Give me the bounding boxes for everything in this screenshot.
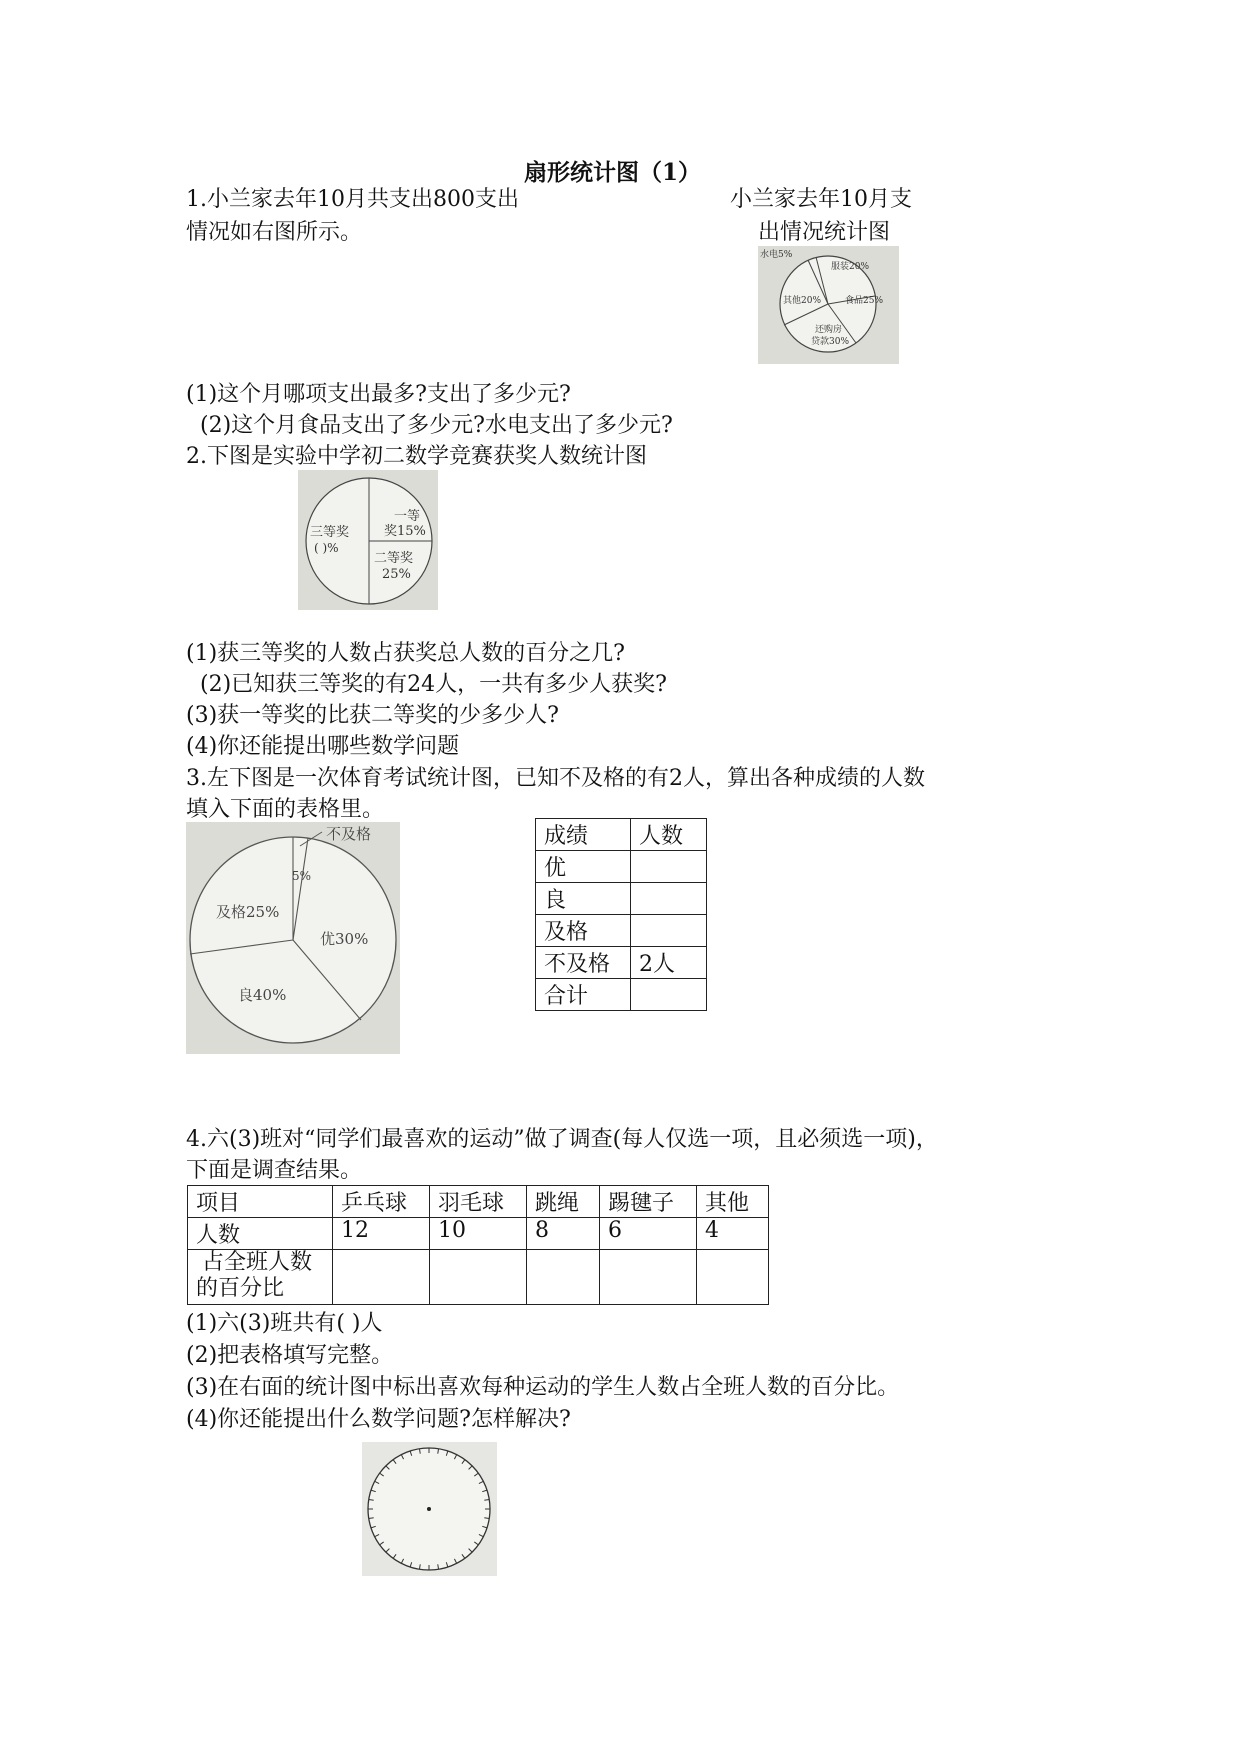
q2-sub1: (1)获三等奖的人数占获奖总人数的百分之几? [186,641,625,666]
q3-label-bujige-pct: 5% [292,869,312,883]
q3-cell-count[interactable] [631,979,707,1011]
q4-sub3: (3)在右面的统计图中标出喜欢每种运动的学生人数占全班人数的百分比。 [186,1375,900,1400]
table-row [536,947,707,979]
q4-cell: 踢毽子 [600,1186,697,1218]
q4-percent-input[interactable] [333,1250,430,1305]
q3-label-you: 优30% [320,930,369,948]
q3-cell-label: 优 [536,851,631,883]
q4-percent-input[interactable] [697,1250,769,1305]
q1-label-fangdai-2: 贷款30% [811,337,850,347]
q2-sub3: (3)获一等奖的比获二等奖的少多少人? [186,703,559,728]
q3-cell-label: 良 [536,883,631,915]
q4-survey-table [187,1185,769,1305]
q4-cell: 8 [527,1218,600,1250]
q4-cell: 4 [697,1218,769,1250]
q4-percent-input[interactable] [600,1250,697,1305]
q3-header-count: 人数 [631,819,707,851]
q2-text: 2.下图是实验中学初二数学竞赛获奖人数统计图 [186,444,647,469]
q1-pie-chart [758,246,899,364]
q3-label-bujige: 不及格 [326,825,372,843]
q3-cell-label: 合计 [536,979,631,1011]
q2-sub4: (4)你还能提出哪些数学问题 [186,734,460,759]
q4-text-line1: 4.六(3)班对“同学们最喜欢的运动”做了调查(每人仅选一项，且必须选一项)， [186,1127,938,1152]
q1-sub2: (2)这个月食品支出了多少元?水电支出了多少元? [200,413,673,438]
q4-percent-label-line1: 占全班人数 [202,1250,313,1275]
table-row [188,1250,769,1305]
q3-text-line2: 填入下面的表格里。 [186,797,385,822]
q2-sub2: (2)已知获三等奖的有24人，一共有多少人获奖? [200,672,667,697]
table-row [188,1218,769,1250]
table-row [536,979,707,1011]
q2-label-erdeng-2: 25% [382,567,411,582]
q1-label-fuzhuang: 服装20% [831,262,870,272]
q3-label-jige: 及格25% [216,903,280,921]
q1-text-line1: 1.小兰家去年10月共支出800支出 [186,187,519,212]
q2-label-sandeng-2: ( )% [314,541,339,555]
q2-label-erdeng-1: 二等奖 [374,551,414,566]
q4-blank-pie-chart[interactable] [362,1442,497,1576]
q4-cell: 跳绳 [527,1186,600,1218]
q2-pie-chart [298,470,438,610]
q4-cell: 项目 [188,1186,333,1218]
q4-cell: 12 [333,1218,430,1250]
q4-cell: 10 [430,1218,527,1250]
q3-pie-chart [186,822,400,1054]
table-row [536,851,707,883]
q1-label-shuidian: 水电5% [760,250,793,260]
q3-header-score: 成绩 [536,819,631,851]
q3-text-line1: 3.左下图是一次体育考试统计图，已知不及格的有2人，算出各种成绩的人数 [186,766,925,791]
q4-cell: 其他 [697,1186,769,1218]
q1-label-shipin: 食品25% [845,296,884,306]
q4-cell: 羽毛球 [430,1186,527,1218]
q4-text-line2: 下面是调查结果。 [186,1158,363,1183]
q4-percent-input[interactable] [430,1250,527,1305]
q4-cell: 乒乓球 [333,1186,430,1218]
q4-cell-percent-label [188,1250,333,1305]
q2-label-sandeng-1: 三等奖 [310,525,350,540]
q1-sub1: (1)这个月哪项支出最多?支出了多少元? [186,382,571,407]
q3-label-liang: 良40% [238,986,287,1004]
table-row [536,883,707,915]
q1-label-fangdai-1: 还购房 [815,325,843,335]
q4-percent-input[interactable] [527,1250,600,1305]
q2-label-yideng-1: 一等 [394,509,421,524]
q1-text-line2: 情况如右图所示。 [186,220,363,245]
q3-cell-label: 不及格 [536,947,631,979]
q4-cell: 人数 [188,1218,333,1250]
q1-label-qita: 其他20% [783,296,822,306]
q1-chart-title-line1: 小兰家去年10月支 [730,187,912,212]
q3-cell-count: 2人 [631,947,707,979]
q3-score-table [535,818,707,1011]
q3-cell-count[interactable] [631,915,707,947]
table-row [536,915,707,947]
q4-sub4: (4)你还能提出什么数学问题?怎样解决? [186,1407,571,1432]
q4-sub1: (1)六(3)班共有( )人 [186,1311,383,1336]
q4-percent-label-line2: 的百分比 [196,1276,285,1301]
table-row [188,1186,769,1218]
q3-cell-count[interactable] [631,851,707,883]
q4-sub2: (2)把表格填写完整。 [186,1343,394,1368]
page-title: 扇形统计图（1） [524,159,702,186]
q3-cell-count[interactable] [631,883,707,915]
q4-cell: 6 [600,1218,697,1250]
q1-chart-title-line2: 出情况统计图 [758,220,891,245]
q2-label-yideng-2: 奖15% [384,524,426,539]
q3-cell-label: 及格 [536,915,631,947]
